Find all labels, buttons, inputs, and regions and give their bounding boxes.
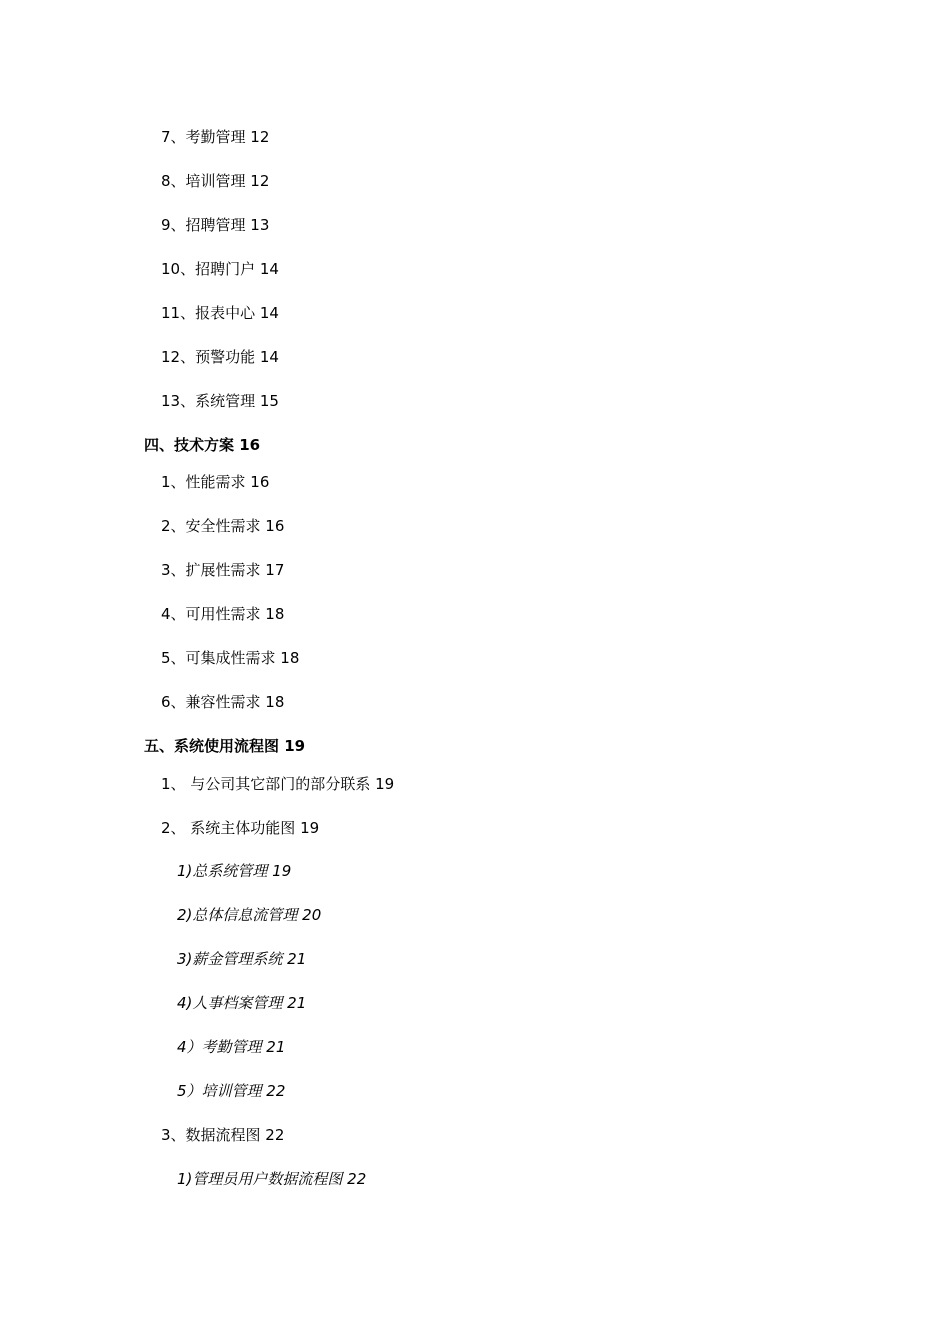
- toc-entry-usability[interactable]: 4、可用性需求 18: [161, 605, 285, 623]
- toc-entry-performance[interactable]: 1、性能需求 16: [161, 473, 270, 491]
- toc-entry-department-links[interactable]: 1、 与公司其它部门的部分联系 19: [161, 775, 395, 793]
- toc-entry-main-function-diagram[interactable]: 2、 系统主体功能图 19: [161, 819, 320, 837]
- toc-entry-alert-function[interactable]: 12、预警功能 14: [161, 348, 279, 366]
- toc-subentry-admin-data-flow[interactable]: 1)管理员用户数据流程图 22: [177, 1170, 367, 1188]
- toc-entry-report-center[interactable]: 11、报表中心 14: [161, 304, 279, 322]
- toc-entry-integrability[interactable]: 5、可集成性需求 18: [161, 649, 300, 667]
- toc-entry-recruitment-portal[interactable]: 10、招聘门户 14: [161, 260, 279, 278]
- toc-entry-security[interactable]: 2、安全性需求 16: [161, 517, 285, 535]
- toc-subentry-training[interactable]: 5）培训管理 22: [177, 1082, 286, 1100]
- toc-section-technical-plan[interactable]: 四、技术方案 16: [144, 436, 261, 454]
- toc-subentry-attendance[interactable]: 4）考勤管理 21: [177, 1038, 286, 1056]
- toc-subentry-salary-system[interactable]: 3)薪金管理系统 21: [177, 950, 307, 968]
- toc-entry-data-flow[interactable]: 3、数据流程图 22: [161, 1126, 285, 1144]
- toc-entry-scalability[interactable]: 3、扩展性需求 17: [161, 561, 285, 579]
- toc-subentry-personnel-files[interactable]: 4)人事档案管理 21: [177, 994, 307, 1012]
- toc-entry-system-management[interactable]: 13、系统管理 15: [161, 392, 279, 410]
- toc-entry-compatibility[interactable]: 6、兼容性需求 18: [161, 693, 285, 711]
- toc-subentry-info-flow[interactable]: 2)总体信息流管理 20: [177, 906, 322, 924]
- toc-entry-training[interactable]: 8、培训管理 12: [161, 172, 270, 190]
- toc-subentry-overall-system[interactable]: 1)总系统管理 19: [177, 862, 292, 880]
- toc-entry-attendance[interactable]: 7、考勤管理 12: [161, 128, 270, 146]
- toc-entry-recruitment[interactable]: 9、招聘管理 13: [161, 216, 270, 234]
- toc-section-flowcharts[interactable]: 五、系统使用流程图 19: [144, 737, 306, 755]
